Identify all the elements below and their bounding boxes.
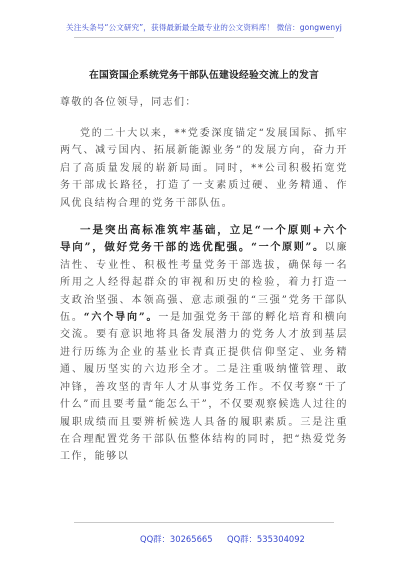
principle-heading: “一个原则”。 bbox=[251, 242, 325, 254]
footer-divider bbox=[74, 522, 334, 523]
document-body bbox=[60, 94, 348, 476]
orientation-heading: “六个导向”。 bbox=[83, 312, 159, 324]
salutation: 尊敬的各位领导，同志们： bbox=[60, 97, 197, 108]
paragraph-1: 党的二十大以来，**党委深度锚定“发展国际、抓牢两气、减亏国内、拓展新能源业务”的发展方向，奋力开启了高质量发展的崭新局面。同时，**公司积极拓宽党务干部成长路径，打造了一支素质过硬、业务精通、作风优良结构合理的党务干部队伍。 bbox=[60, 128, 348, 209]
header-banner: 关注头条号“公文研究”，获得最新最全最专业的公文资料库！ 微信：gongwenyj bbox=[66, 23, 342, 32]
principle-text: 以廉洁性、专业性、积极性考量党务干部选拔，确保每一名所用之人经得起群众的审视和历史的检验，着力打造一支政治坚强、本领高强、意志顽强的“三强”党务干部队伍。 bbox=[60, 242, 348, 324]
header-divider bbox=[74, 37, 334, 38]
footer-qq-group-1: QQ群：30265665 bbox=[140, 534, 213, 544]
footer-qq-group-2: QQ群：535304092 bbox=[227, 534, 305, 544]
orientation-text: 一是加强党务干部的孵化培育和横向交流。要有意识地将具备发展潜力的党务人才放到基层进行历练为企业的基业长青真正提供信仰坚定、业务精通、履历坚实的六边形全才。二是注重吸纳懂管理、敢冲锋，善攻坚的青年人才从事党务工作。不仅考察“干了什么”而且要考量“能怎么干”，不仅要观察候选人过往的履职成绩而且要辨析候选人具备的履职素质。三是注重在合理配置党务干部队伍整体结构的同时，把“热爱党务工作，能够以 bbox=[60, 312, 348, 463]
paragraph-2 bbox=[60, 222, 348, 466]
document-title: 在国资国企系统党务干部队伍建设经验交流上的发言 bbox=[89, 70, 319, 81]
paragraph-2-heading: 一是突出高标准筑牢基础，立足“一个原则+六个导向”，做好党务干部的选优配强。 bbox=[60, 224, 348, 254]
